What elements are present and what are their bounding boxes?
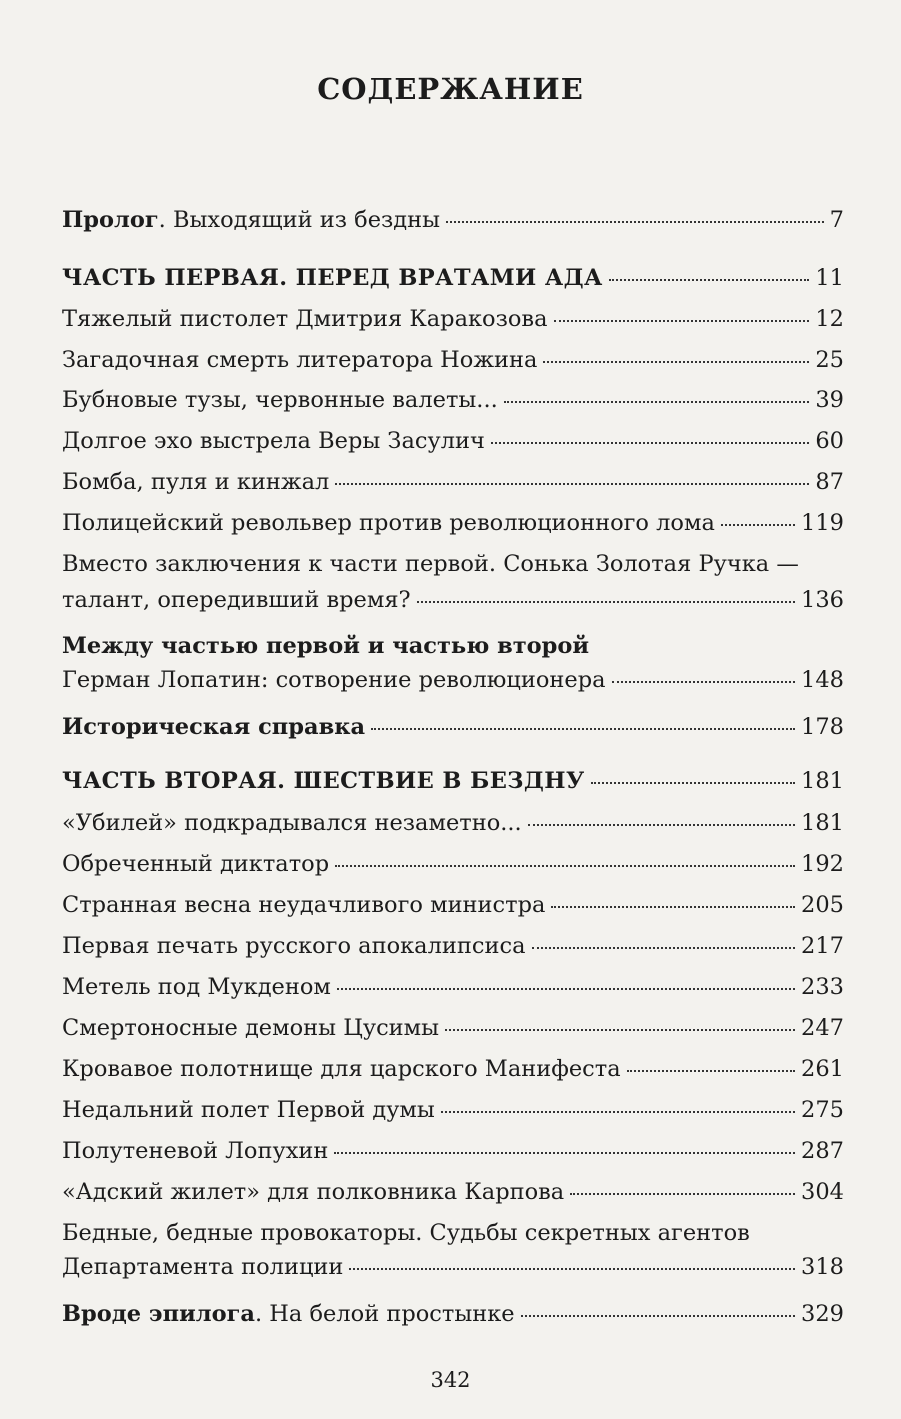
toc-entry-history[interactable]	[62, 711, 844, 743]
page-number: 148	[801, 667, 844, 693]
page-title: СОДЕРЖАНИЕ	[317, 72, 584, 106]
dot-leader	[521, 1314, 795, 1317]
chapter-title: Бомба, пуля и кинжал	[62, 469, 330, 495]
dot-leader	[337, 987, 795, 990]
page-number: 329	[801, 1301, 844, 1327]
chapter-title: Герман Лопатин: сотворение революционера	[62, 667, 606, 693]
toc-entry-prologue[interactable]	[62, 204, 844, 236]
page-number: 304	[801, 1179, 844, 1205]
chapter-title: Обреченный диктатор	[62, 851, 330, 877]
epilogue-title: . На белой простынке	[255, 1301, 515, 1327]
folio-page-number: 342	[430, 1368, 471, 1392]
dot-leader	[446, 220, 824, 223]
toc-entry[interactable]	[62, 1176, 844, 1208]
dot-leader	[371, 727, 795, 730]
section-title: Историческая справка	[62, 714, 366, 740]
page-number: 119	[801, 510, 844, 536]
page-number: 318	[801, 1254, 844, 1280]
chapter-title: Полутеневой Лопухин	[62, 1138, 329, 1164]
page-number: 192	[801, 851, 844, 877]
dot-leader	[612, 680, 796, 683]
dot-leader	[554, 319, 810, 322]
toc-entry[interactable]	[62, 848, 844, 880]
dot-leader	[417, 600, 795, 603]
toc-entry-epilogue[interactable]	[62, 1298, 844, 1330]
chapter-title: Первая печать русского апокалипсиса	[62, 933, 526, 959]
part-title: ЧАСТЬ ПЕРВАЯ. ПЕРЕД ВРАТАМИ АДА	[62, 265, 603, 291]
chapter-title: Странная весна неудачливого министра	[62, 892, 546, 918]
toc-entry[interactable]	[62, 1135, 844, 1167]
chapter-title: Полицейский револьвер против революционного лома	[62, 510, 715, 536]
epilogue-label: Вроде эпилога	[62, 1301, 255, 1327]
toc-section-between[interactable]	[62, 630, 844, 662]
page-number: 87	[815, 469, 844, 495]
page-number: 205	[801, 892, 844, 918]
page-number: 39	[815, 387, 844, 413]
page-number: 11	[815, 265, 844, 291]
dot-leader	[551, 905, 795, 908]
chapter-title: Смертоносные демоны Цусимы	[62, 1015, 440, 1041]
dot-leader	[609, 278, 810, 281]
toc-entry-part-two[interactable]	[62, 765, 844, 797]
toc-entry[interactable]	[62, 303, 844, 335]
page-number: 233	[801, 974, 844, 1000]
prologue-title: . Выходящий из бездны	[158, 207, 441, 233]
toc-entry[interactable]	[62, 807, 844, 839]
chapter-title: Загадочная смерть литератора Ножина	[62, 347, 538, 373]
toc-entry[interactable]	[62, 466, 844, 498]
toc-entry[interactable]	[62, 1053, 844, 1085]
page-number: 261	[801, 1056, 844, 1082]
toc-entry[interactable]	[62, 930, 844, 962]
chapter-title: Недальний полет Первой думы	[62, 1097, 435, 1123]
toc-entry[interactable]	[62, 889, 844, 921]
chapter-title-line2: Департамента полиции	[62, 1254, 344, 1280]
chapter-title: Метель под Мукденом	[62, 974, 331, 1000]
dot-leader	[504, 400, 810, 403]
chapter-title: «Адский жилет» для полковника Карпова	[62, 1179, 565, 1205]
chapter-title-line1: Бедные, бедные провокаторы. Судьбы секретных агентов	[62, 1220, 750, 1246]
chapter-title-line1: Вместо заключения к части первой. Сонька Золотая Ручка —	[62, 551, 799, 577]
dot-leader	[570, 1192, 795, 1195]
chapter-title-line2: талант, опередивший время?	[62, 587, 411, 613]
dot-leader	[591, 781, 795, 784]
page-number: 181	[801, 810, 844, 836]
page-number: 136	[801, 587, 844, 613]
dot-leader	[334, 1151, 795, 1154]
dot-leader	[441, 1110, 795, 1113]
page-number: 181	[801, 768, 844, 794]
page-number: 247	[801, 1015, 844, 1041]
dot-leader	[532, 946, 796, 949]
toc-entry[interactable]	[62, 425, 844, 457]
dot-leader	[335, 482, 809, 485]
section-title: Между частью первой и частью второй	[62, 633, 590, 659]
dot-leader	[627, 1069, 795, 1072]
prologue-label: Пролог	[62, 207, 159, 233]
dot-leader	[543, 360, 809, 363]
toc-entry-provocateurs[interactable]	[62, 1217, 844, 1283]
page-number: 25	[815, 347, 844, 373]
dot-leader	[491, 441, 809, 444]
toc-entry[interactable]	[62, 664, 844, 696]
part-title: ЧАСТЬ ВТОРАЯ. ШЕСТВИЕ В БЕЗДНУ	[62, 768, 585, 794]
dot-leader	[335, 864, 795, 867]
toc-entry[interactable]	[62, 971, 844, 1003]
toc-entry-part-one[interactable]	[62, 262, 844, 294]
dot-leader	[721, 523, 795, 526]
page-number: 275	[801, 1097, 844, 1123]
toc-entry[interactable]	[62, 1094, 844, 1126]
toc-entry-conclusion[interactable]	[62, 548, 844, 616]
chapter-title: Бубновые тузы, червонные валеты...	[62, 387, 498, 413]
page-number: 7	[829, 207, 844, 233]
toc-entry[interactable]	[62, 507, 844, 539]
toc-entry[interactable]	[62, 1012, 844, 1044]
chapter-title: «Убилей» подкрадывался незаметно...	[62, 810, 522, 836]
page-number: 60	[815, 428, 844, 454]
dot-leader	[349, 1267, 795, 1270]
dot-leader	[528, 823, 795, 826]
chapter-title: Долгое эхо выстрела Веры Засулич	[62, 428, 485, 454]
dot-leader	[445, 1028, 795, 1031]
toc-entry[interactable]	[62, 384, 844, 416]
page-number: 178	[801, 714, 844, 740]
chapter-title: Кровавое полотнище для царского Манифеста	[62, 1056, 621, 1082]
page-number: 287	[801, 1138, 844, 1164]
page-number: 217	[801, 933, 844, 959]
page-number: 12	[815, 306, 844, 332]
chapter-title: Тяжелый пистолет Дмитрия Каракозова	[62, 306, 548, 332]
toc-entry[interactable]	[62, 344, 844, 376]
